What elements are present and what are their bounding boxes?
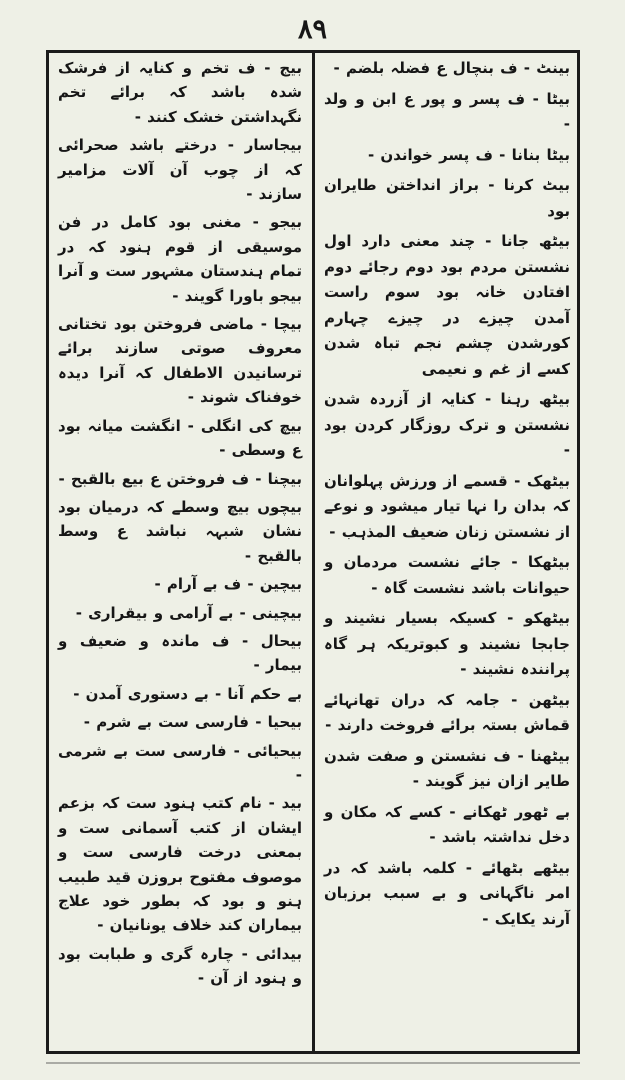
dictionary-entry: بیچنا - ف فروختن ع بیع بالقبح - xyxy=(58,469,302,488)
dictionary-entry: بیٹا بنانا - ف پسر خواندن - xyxy=(367,145,570,164)
column-divider xyxy=(312,50,315,1054)
dictionary-entry: بیچ کی انگلی - انگشت میانہ بود ع وسطی - xyxy=(58,416,302,460)
dictionary-entry: بیج - ف تخم و کنایہ از فرشک شدہ باشد کہ برائے تخم نگہداشتن خشک کنند - xyxy=(58,59,302,126)
dictionary-entry: بیٹھک - قسمے از ورزش پہلوانان کہ بدان را نہا تیار میشود و نوعے از نشستن زنان ضعیف المذہب - xyxy=(324,471,570,541)
dictionary-entry: بیچینی - بے آرامی و بیقراری - xyxy=(75,603,302,622)
dictionary-entry: بیدائی - چارہ گری و طبابت بود و ہنود از آن - xyxy=(58,944,302,988)
dictionary-entry: بیچوں بیچ وسطے کہ درمیان بود نشان شبہہ نباشد ع وسط بالقبح - xyxy=(58,497,302,565)
dictionary-entry: بیٹا - ف پسر و پور ع ابن و ولد - xyxy=(324,89,570,133)
dictionary-entry: بیجاسار - درختے باشد صحرائی کہ از چوب آن آلات مزامیر سازند - xyxy=(58,136,302,204)
dictionary-entry: بیٹھے بٹھائے - کلمہ باشد کہ در امر ناگہانی و بے سبب برزبان آرند یکایک - xyxy=(324,858,570,928)
dictionary-entry: بیجو - مغنی بود کامل در فن موسیقی از قوم ہنود کہ در تمام ہندستان مشہور ست و آنرا بیجو باورا گویند - xyxy=(58,213,302,305)
dictionary-entry: بیچین - ف بے آرام - xyxy=(154,575,302,594)
dictionary-entry: بے ٹھور ٹھکانے - کسے کہ مکان و دخل نداشتہ باشد - xyxy=(324,802,570,846)
dictionary-entry: بیحیائی - فارسی ست بے شرمی - xyxy=(58,741,302,784)
dictionary-entry: بیحیا - فارسی ست بے شرم - xyxy=(83,713,302,732)
dictionary-entry: بیٹھکو - کسیکہ بسیار نشیند و جابجا نشیند و کبوتریکہ ہر گاہ پرانندہ نشیند - xyxy=(324,609,570,678)
left-column xyxy=(52,56,308,1048)
dictionary-entry: بیحال - ف ماندہ و ضعیف و بیمار - xyxy=(58,631,302,675)
page-bottom-edge xyxy=(46,1062,580,1064)
dictionary-entry: بید - نام کتب ہنود ست کہ بزعم ایشان از کتب آسمانی ست و بمعنی درخت فارسی ست و موصوف مفتوح بروزن قید طبیب ہنو و بود کہ بطور خود علاج بیماران کند خلاف یونانیان - xyxy=(58,794,302,935)
dictionary-entry: بیٹھ جانا - چند معنی دارد اول نشستن مردم بود دوم رجائے دوم افتادن خانہ بود سوم راست آمدن چیزے در چیزے چہارم کورشدن چشم نجم تباہ شدن کسے از غم و نعیمی xyxy=(324,232,570,378)
dictionary-entry: بیچا - ماضی فروختن بود تختانی معروف صوتی سازند برائے ترسانیدن الاطفال کہ آنرا دیدہ خوفناک شوند - xyxy=(58,315,302,407)
dictionary-entry: بے حکم آنا - بے دستوری آمدن - xyxy=(73,684,302,703)
dictionary-entry: بیٹ کرنا - براز انداختن طایران بود xyxy=(324,176,570,220)
right-column xyxy=(318,56,576,1048)
page-number: ۸۹ xyxy=(297,14,327,45)
dictionary-entry: بیٹھن - جامہ کہ دران تھانہائے قماش بستہ برائے فروخت دارند - xyxy=(324,690,570,734)
dictionary-entry: بیٹھکا - جائے نشست مردمان و حیوانات باشد نشست گاہ - xyxy=(324,553,570,597)
dictionary-entry: بینٹ - ف بنچال ع فضلہ بلضم - xyxy=(333,59,570,77)
dictionary-entry: بیٹھ رہنا - کنایہ از آزردہ شدن نشستن و ترک روزگار کردن بود - xyxy=(324,390,570,459)
dictionary-entry: بیٹھنا - ف نشستن و صفت شدن طایر ازان نیز گویند - xyxy=(324,746,570,790)
